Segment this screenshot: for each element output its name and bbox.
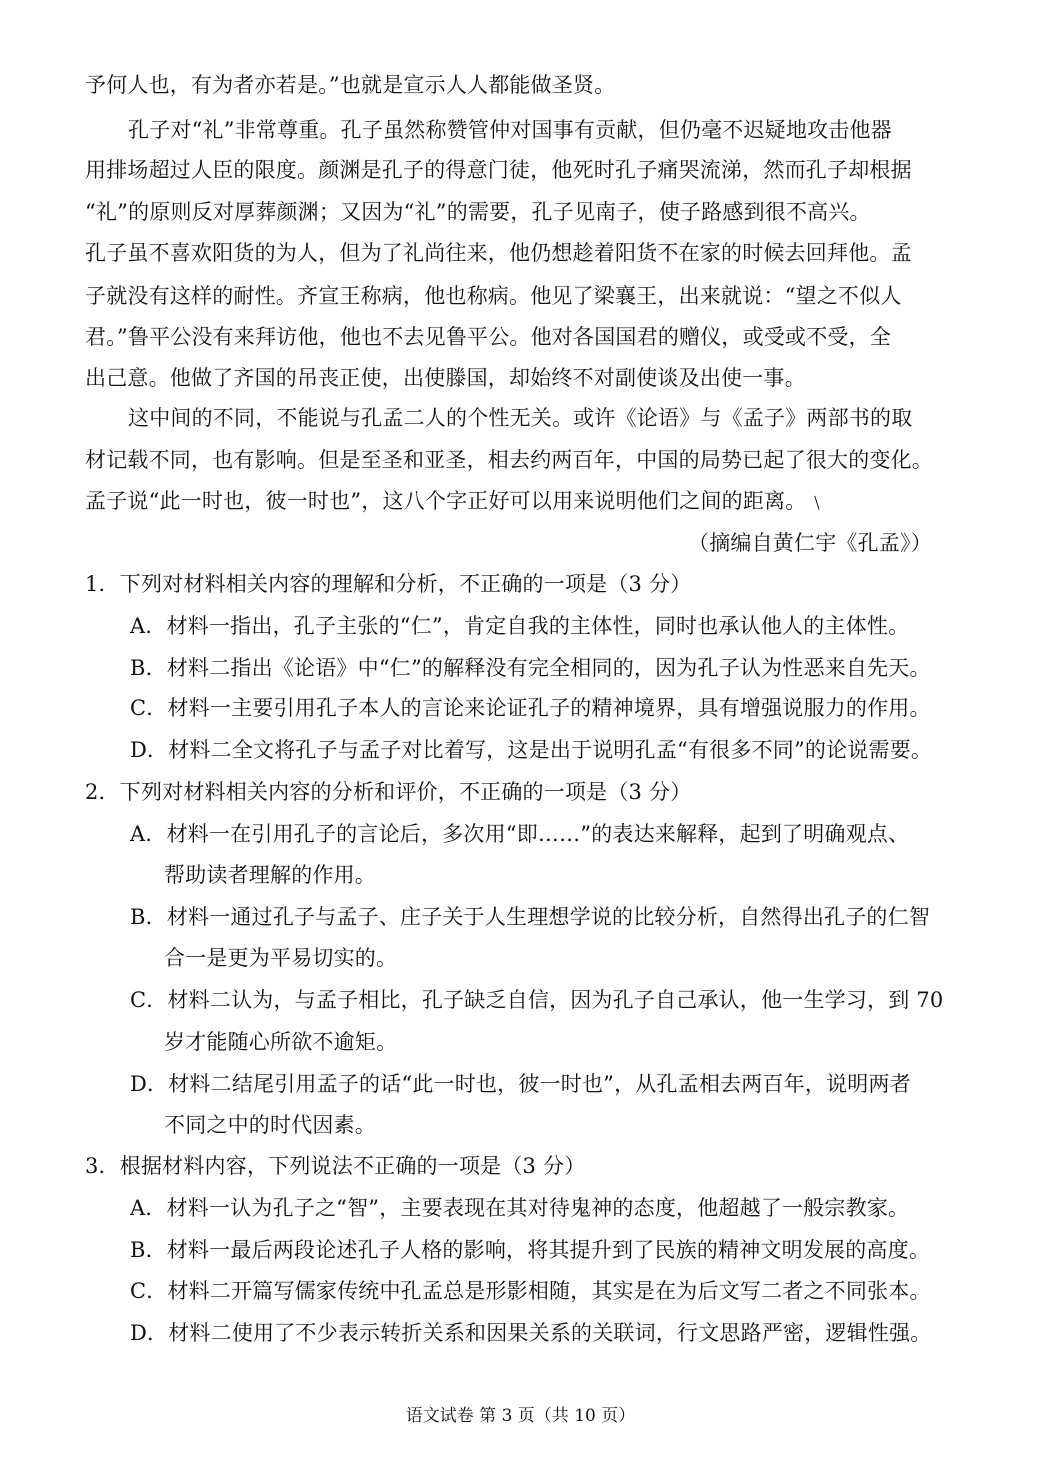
question-stem: 1．下列对材料相关内容的理解和分析，不正确的一项是（3 分） xyxy=(85,572,692,596)
option-line: A．材料一指出，孔子主张的“仁”，肯定自我的主体性，同时也承认他人的主体性。 xyxy=(130,614,910,638)
option-line: A．材料一认为孔子之“智”，主要表现在其对待鬼神的态度，他超越了一般宗教家。 xyxy=(130,1196,910,1220)
passage-line: 予何人也，有为者亦若是。”也就是宣示人人都能做圣贤。 xyxy=(85,73,616,97)
option-line: C．材料二开篇写儒家传统中孔孟总是形影相随，其实是在为后文写二者之不同张本。 xyxy=(130,1279,931,1303)
passage-line: 孟子说“此一时也，彼一时也”，这八个字正好可以用来说明他们之间的距离。﹨ xyxy=(85,489,828,513)
passage-line: 这中间的不同，不能说与孔孟二人的个性无关。或许《论语》与《孟子》两部书的取 xyxy=(128,406,913,430)
option-line: D．材料二结尾引用孟子的话“此一时也，彼一时也”，从孔孟相去两百年，说明两者 xyxy=(130,1072,911,1096)
option-line: D．材料二使用了不少表示转折关系和因果关系的关联词，行文思路严密，逻辑性强。 xyxy=(130,1321,932,1345)
option-line: 帮助读者理解的作用。 xyxy=(164,863,376,887)
passage-line: 子就没有这样的耐性。齐宣王称病，他也称病。他见了梁襄王，出来就说：“望之不似人 xyxy=(85,284,902,308)
passage-line: 君。”鲁平公没有来拜访他，他也不去见鲁平公。他对各国国君的赠仪，或受或不受，全 xyxy=(85,325,892,349)
passage-line: 用排场超过人臣的限度。颜渊是孔子的得意门徒，他死时孔子痛哭流涕，然而孔子却根据 xyxy=(85,158,912,182)
option-line: B．材料一最后两段论述孔子人格的影响，将其提升到了民族的精神文明发展的高度。 xyxy=(130,1238,931,1262)
option-line: B．材料二指出《论语》中“仁”的解释没有完全相同的，因为孔子认为性恶来自先天。 xyxy=(130,656,931,680)
question-stem: 3．根据材料内容，下列说法不正确的一项是（3 分） xyxy=(85,1154,586,1178)
passage-line: 孔子对“礼”非常尊重。孔子虽然称赞管仲对国事有贡献，但仍毫不迟疑地攻击他器 xyxy=(128,118,892,142)
page-footer: 语文试卷 第 3 页（共 10 页） xyxy=(405,1406,636,1426)
passage-line: 材记载不同，也有影响。但是至圣和亚圣，相去约两百年，中国的局势已起了很大的变化。 xyxy=(85,448,933,472)
passage-source: （摘编自黄仁宇《孔孟》） xyxy=(688,531,932,555)
passage-line: “礼”的原则反对厚葬颜渊；又因为“礼”的需要，孔子见南子，使子路感到很不高兴。 xyxy=(85,200,871,224)
option-line: 不同之中的时代因素。 xyxy=(164,1113,376,1137)
option-line: A．材料一在引用孔子的言论后，多次用“即……”的表达来解释，起到了明确观点、 xyxy=(130,822,910,846)
option-line: C．材料一主要引用孔子本人的言论来论证孔子的精神境界，具有增强说服力的作用。 xyxy=(130,696,931,720)
passage-line: 孔子虽不喜欢阳货的为人，但为了礼尚往来，他仍想趁着阳货不在家的时候去回拜他。孟 xyxy=(85,241,912,265)
question-stem: 2．下列对材料相关内容的分析和评价，不正确的一项是（3 分） xyxy=(85,780,692,804)
passage-line: 出己意。他做了齐国的吊丧正使，出使滕国，却始终不对副使谈及出使一事。 xyxy=(85,366,806,390)
option-line: B．材料一通过孔子与孟子、庄子关于人生理想学说的比较分析，自然得出孔子的仁智 xyxy=(130,905,931,929)
option-line: C．材料二认为，与孟子相比，孔子缺乏自信，因为孔子自己承认，他一生学习，到 70 xyxy=(130,988,944,1012)
option-line: D．材料二全文将孔子与孟子对比着写，这是出于说明孔孟“有很多不同”的论说需要。 xyxy=(130,738,933,762)
option-line: 合一是更为平易切实的。 xyxy=(164,946,398,970)
option-line: 岁才能随心所欲不逾矩。 xyxy=(164,1030,398,1054)
